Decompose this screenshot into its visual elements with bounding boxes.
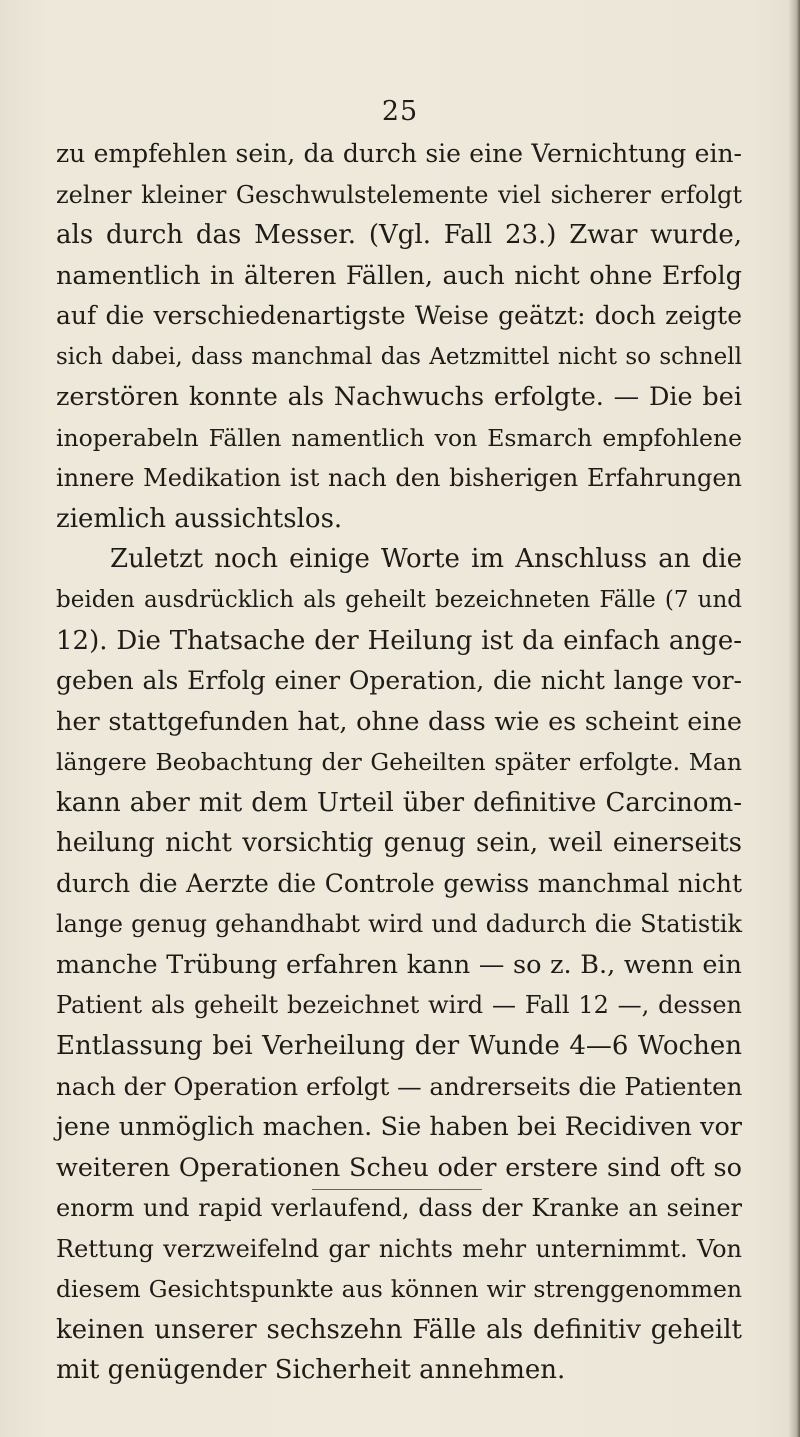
- text-line: weiteren Operationen Scheu oder erstere sind oft so: [56, 1152, 742, 1183]
- text-line: ziemlich aussichtslos.: [56, 503, 343, 534]
- text-line: enorm und rapid verlaufend, dass der Kranke an seiner: [56, 1194, 742, 1223]
- text-line: namentlich in älteren Fällen, auch nicht ohne Erfolg: [56, 260, 742, 291]
- text-line: innere Medikation ist nach den bisherigen Erfahrungen: [56, 464, 742, 493]
- text-line: inoperabeln Fällen namentlich von Esmarch empfohlene: [56, 423, 742, 452]
- text-line: Entlassung bei Verheilung der Wunde 4—6 Wochen: [56, 1031, 742, 1062]
- page-number: 25: [381, 96, 419, 127]
- text-line: kann aber mit dem Urteil über definitive Carcinom-: [56, 787, 742, 818]
- text-line: längere Beobachtung der Geheilten später erfolgte. Man: [56, 748, 742, 777]
- text-line: durch die Aerzte die Controle gewiss manchmal nicht: [56, 868, 742, 898]
- text-line: Patient als geheilt bezeichnet wird — Fall 12 —, dessen: [56, 991, 742, 1020]
- section-divider: [312, 1189, 482, 1190]
- text-line: diesem Gesichtspunkte aus können wir strenggenommen: [56, 1275, 742, 1304]
- text-line: sich dabei, dass manchmal das Aetzmittel nicht so schnell: [56, 343, 742, 370]
- text-line: her stattgefunden hat, ohne dass wie es scheint eine: [56, 706, 742, 737]
- body-text: [56, 134, 742, 1391]
- text-line: beiden ausdrücklich als geheilt bezeichneten Fälle (7 und: [56, 587, 742, 614]
- page-edge-shadow: [788, 0, 800, 1437]
- text-line: geben als Erfolg einer Operation, die nicht lange vor-: [56, 666, 742, 696]
- text-line: mit genügender Sicherheit annehmen.: [56, 1355, 566, 1386]
- text-line: auf die verschiedenartigste Weise geätzt: doch zeigte: [56, 301, 742, 331]
- text-line: als durch das Messer. (Vgl. Fall 23.) Zwar wurde,: [56, 220, 742, 251]
- text-line: heilung nicht vorsichtig genug sein, weil einerseits: [56, 828, 742, 859]
- text-line: lange genug gehandhabt wird und dadurch die Statistik: [56, 910, 742, 939]
- text-line: keinen unserer sechszehn Fälle als definitiv geheilt: [56, 1314, 742, 1345]
- paragraph-start-line: Zuletzt noch einige Worte im Anschluss an die: [110, 544, 742, 575]
- text-line: Rettung verzweifelnd gar nichts mehr unternimmt. Von: [56, 1234, 742, 1263]
- text-line: nach der Operation erfolgt — andrerseits die Patienten: [56, 1071, 743, 1101]
- text-line: jene unmöglich machen. Sie haben bei Recidiven vor: [56, 1112, 742, 1143]
- text-line: 12). Die Thatsache der Heilung ist da einfach ange-: [56, 625, 742, 656]
- text-line: zelner kleiner Geschwulstelemente viel sicherer erfolgt: [56, 180, 742, 209]
- text-line: zu empfehlen sein, da durch sie eine Vernichtung ein-: [56, 139, 742, 168]
- text-line: zerstören konnte als Nachwuchs erfolgte. — Die bei: [56, 382, 742, 413]
- text-line: manche Trübung erfahren kann — so z. B., wenn ein: [56, 949, 742, 980]
